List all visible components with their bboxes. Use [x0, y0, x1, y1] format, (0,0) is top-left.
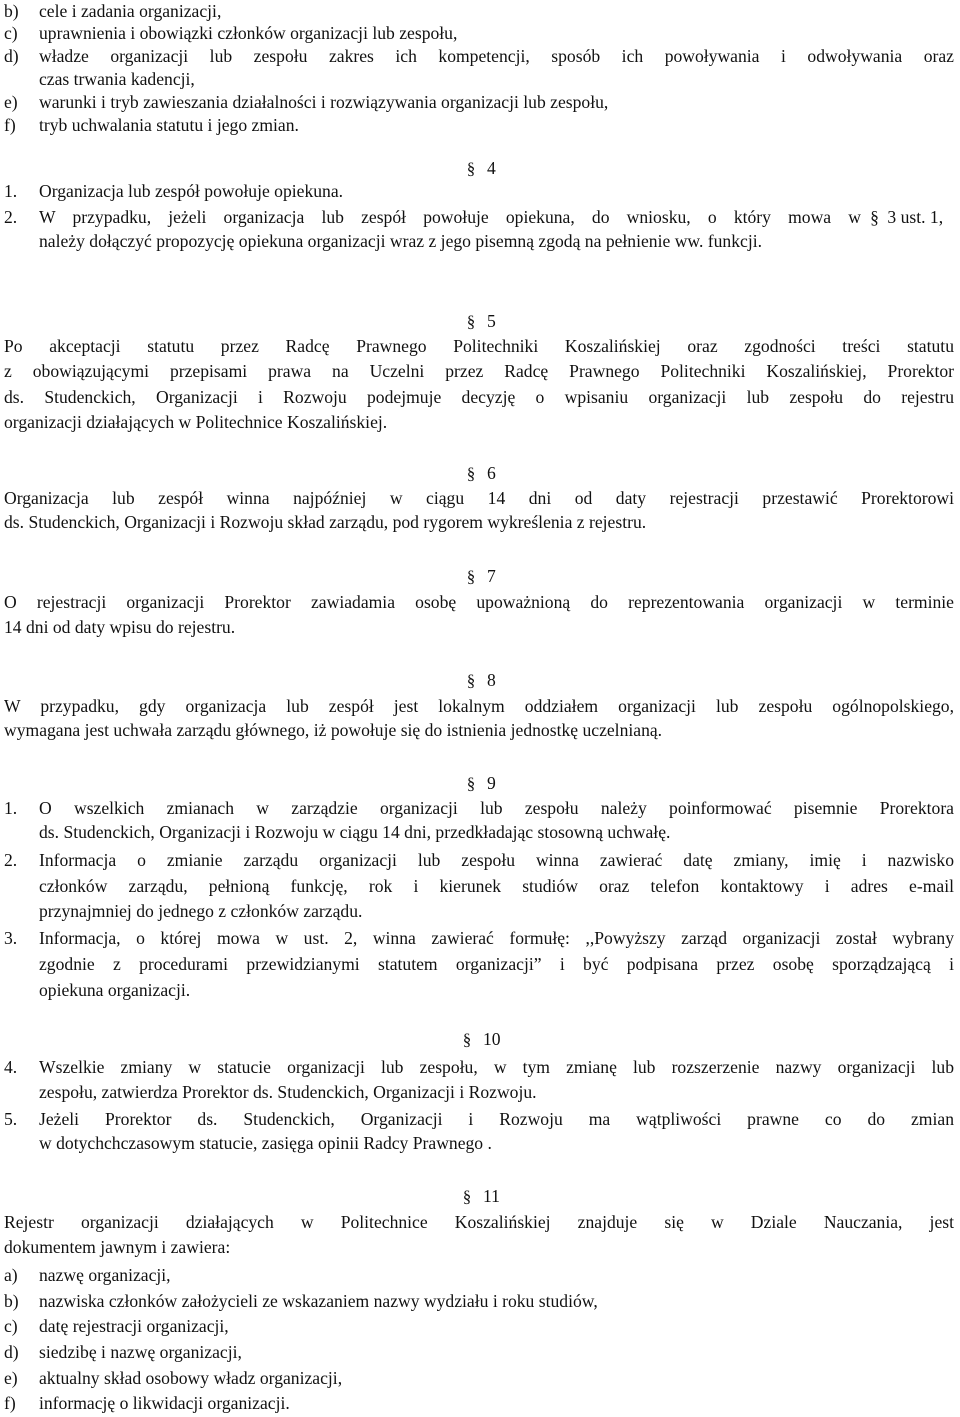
- list-item-text: aktualny skład osobowy władz organizacji,: [39, 1368, 343, 1388]
- paragraph-line: O wszelkich zmianach w zarządzie organizacji lub zespołu należy poinformować pisemnie Prorektora: [39, 798, 954, 818]
- paragraph-marker: 3.: [4, 928, 18, 948]
- paragraph-line: Wszelkie zmiany w statucie organizacji lub zespołu, w tym zmianę lub rozszerzenie nazwy organizacji lub: [39, 1057, 954, 1077]
- list-item-text: datę rejestracji organizacji,: [39, 1316, 229, 1336]
- paragraph-text: należy dołączyć propozycję opiekuna organizacji wraz z jego pisemną zgodą na pełnienie ww. funkcji.: [39, 231, 762, 251]
- section-symbol: §: [466, 671, 476, 690]
- list-item-text: uprawnienia i obowiązki członków organizacji lub zespołu,: [39, 23, 458, 43]
- paragraph-marker: 2.: [4, 850, 18, 870]
- section-heading-7: [461, 566, 496, 587]
- section-heading-10: [457, 1029, 501, 1050]
- paragraph-marker: 2.: [4, 207, 18, 227]
- section-symbol: §: [466, 159, 476, 178]
- paragraph-line: z obowiązującymi przepisami prawa na Uczelni przez Radcę Prawnego Politechniki Koszalińskiej, Prorektor: [4, 361, 954, 381]
- paragraph-line: przynajmniej do jednego z członków zarządu.: [39, 901, 363, 921]
- section-number: 9: [487, 773, 496, 793]
- section-number: 7: [487, 566, 496, 586]
- section-number: 4: [487, 158, 496, 178]
- paragraph-line: Rejestr organizacji działających w Politechnice Koszalińskiej znajduje się w Dziale Nauczania, jest: [4, 1212, 954, 1232]
- list-marker: c): [4, 1316, 18, 1336]
- paragraph-line: opiekuna organizacji.: [39, 980, 191, 1000]
- paragraph-line: organizacji działających w Politechnice Koszalińskiej.: [4, 412, 388, 432]
- list-marker: b): [4, 1291, 19, 1311]
- list-marker: a): [4, 1265, 18, 1285]
- list-marker: c): [4, 23, 18, 43]
- section-symbol: §: [462, 1187, 472, 1206]
- list-item-text: informację o likwidacji organizacji.: [39, 1393, 290, 1413]
- list-marker: f): [4, 1393, 16, 1413]
- paragraph-line: Informacja, o której mowa w ust. 2, winna zawierać formułę: ,,Powyższy zarząd organizacji został wybrany: [39, 928, 954, 948]
- section-heading-8: [461, 670, 496, 691]
- paragraph-line: członków zarządu, pełnioną funkcję, rok i kierunek studiów oraz telefon kontaktowy i adres e-mail: [39, 876, 954, 896]
- paragraph-line: wymagana jest uchwała zarządu głównego, iż powołuje się do istnienia jednostkę uczelnianą.: [4, 720, 663, 740]
- paragraph-marker: 1.: [4, 181, 18, 201]
- paragraph-line: 14 dni od daty wpisu do rejestru.: [4, 617, 236, 637]
- list-item-text: władze organizacji lub zespołu zakres ich kompetencji, sposób ich powoływania i odwoływania oraz: [39, 46, 954, 66]
- section-symbol: §: [462, 1030, 472, 1049]
- section-number: 11: [483, 1186, 500, 1206]
- paragraph-marker: 5.: [4, 1109, 18, 1129]
- section-heading-5: [461, 311, 496, 332]
- paragraph-line: ds. Studenckich, Organizacji i Rozwoju podejmuje decyzję o wpisaniu organizacji lub zespołu do rejestru: [4, 387, 954, 407]
- list-marker: e): [4, 92, 18, 112]
- section-number: 8: [487, 670, 496, 690]
- section-number: 5: [487, 311, 496, 331]
- list-item-continuation: czas trwania kadencji,: [39, 69, 195, 89]
- list-item-text: nazwiska członków założycieli ze wskazaniem nazwy wydziału i roku studiów,: [39, 1291, 598, 1311]
- section-symbol: §: [466, 464, 476, 483]
- paragraph-text: W przypadku, jeżeli organizacja lub zespół powołuje opiekuna, do wniosku, o który mowa w: [39, 207, 861, 227]
- list-marker: b): [4, 1, 19, 21]
- reference-text: 3 ust. 1,: [887, 207, 944, 227]
- paragraph-line: O rejestracji organizacji Prorektor zawiadamia osobę upoważnioną do reprezentowania organizacji w terminie: [4, 592, 954, 612]
- list-item-text: tryb uchwalania statutu i jego zmian.: [39, 115, 299, 135]
- section-heading-6: [461, 463, 496, 484]
- section-heading-4: [461, 158, 496, 179]
- paragraph-line: Jeżeli Prorektor ds. Studenckich, Organizacji i Rozwoju ma wątpliwości prawne co do zmian: [39, 1109, 954, 1129]
- paragraph-marker: 1.: [4, 798, 18, 818]
- section-symbol: §: [466, 567, 476, 586]
- paragraph-line: w dotychchczasowym statucie, zasięga opinii Radcy Prawnego .: [39, 1133, 492, 1153]
- list-marker: f): [4, 115, 16, 135]
- list-marker: d): [4, 1342, 19, 1362]
- section-heading-9: [461, 773, 496, 794]
- list-item-text: cele i zadania organizacji,: [39, 1, 222, 21]
- list-item-text: nazwę organizacji,: [39, 1265, 171, 1285]
- paragraph-line: ds. Studenckich, Organizacji i Rozwoju w ciągu 14 dni, przedkładając stosowną uchwałę.: [39, 822, 671, 842]
- paragraph-line: Organizacja lub zespół winna najpóźniej w ciągu 14 dni od daty rejestracji przestawić Prorektorowi: [4, 488, 954, 508]
- section-number: 6: [487, 463, 496, 483]
- paragraph-text: Organizacja lub zespół powołuje opiekuna.: [39, 181, 344, 201]
- list-marker: e): [4, 1368, 18, 1388]
- list-marker: d): [4, 46, 19, 66]
- paragraph-line: Po akceptacji statutu przez Radcę Prawnego Politechniki Koszalińskiej oraz zgodności treści statutu: [4, 336, 954, 356]
- paragraph-line: ds. Studenckich, Organizacji i Rozwoju skład zarządu, pod rygorem wykreślenia z rejestru.: [4, 512, 647, 532]
- paragraph-line: W przypadku, gdy organizacja lub zespół jest lokalnym oddziałem organizacji lub zespołu ogólnopolskiego,: [4, 696, 954, 716]
- paragraph-line: dokumentem jawnym i zawiera:: [4, 1237, 231, 1257]
- paragraph-line: zgodnie z procedurami przewidzianymi statutem organizacji” i być podpisana przez osobę sporządzającą i: [39, 954, 954, 974]
- paragraph-line: zespołu, zatwierdza Prorektor ds. Studenckich, Organizacji i Rozwoju.: [39, 1082, 537, 1102]
- section-heading-11: [457, 1186, 500, 1207]
- paragraph-marker: 4.: [4, 1057, 18, 1077]
- section-reference: [866, 207, 943, 227]
- section-symbol: §: [466, 312, 476, 331]
- list-item-text: siedzibę i nazwę organizacji,: [39, 1342, 242, 1362]
- paragraph-line: Informacja o zmianie zarządu organizacji lub zespołu winna zawierać datę zmiany, imię i nazwisko: [39, 850, 954, 870]
- list-item-text: warunki i tryb zawieszania działalności i rozwiązywania organizacji lub zespołu,: [39, 92, 609, 112]
- section-number: 10: [483, 1029, 501, 1049]
- section-symbol: §: [466, 774, 476, 793]
- section-symbol: §: [870, 207, 879, 227]
